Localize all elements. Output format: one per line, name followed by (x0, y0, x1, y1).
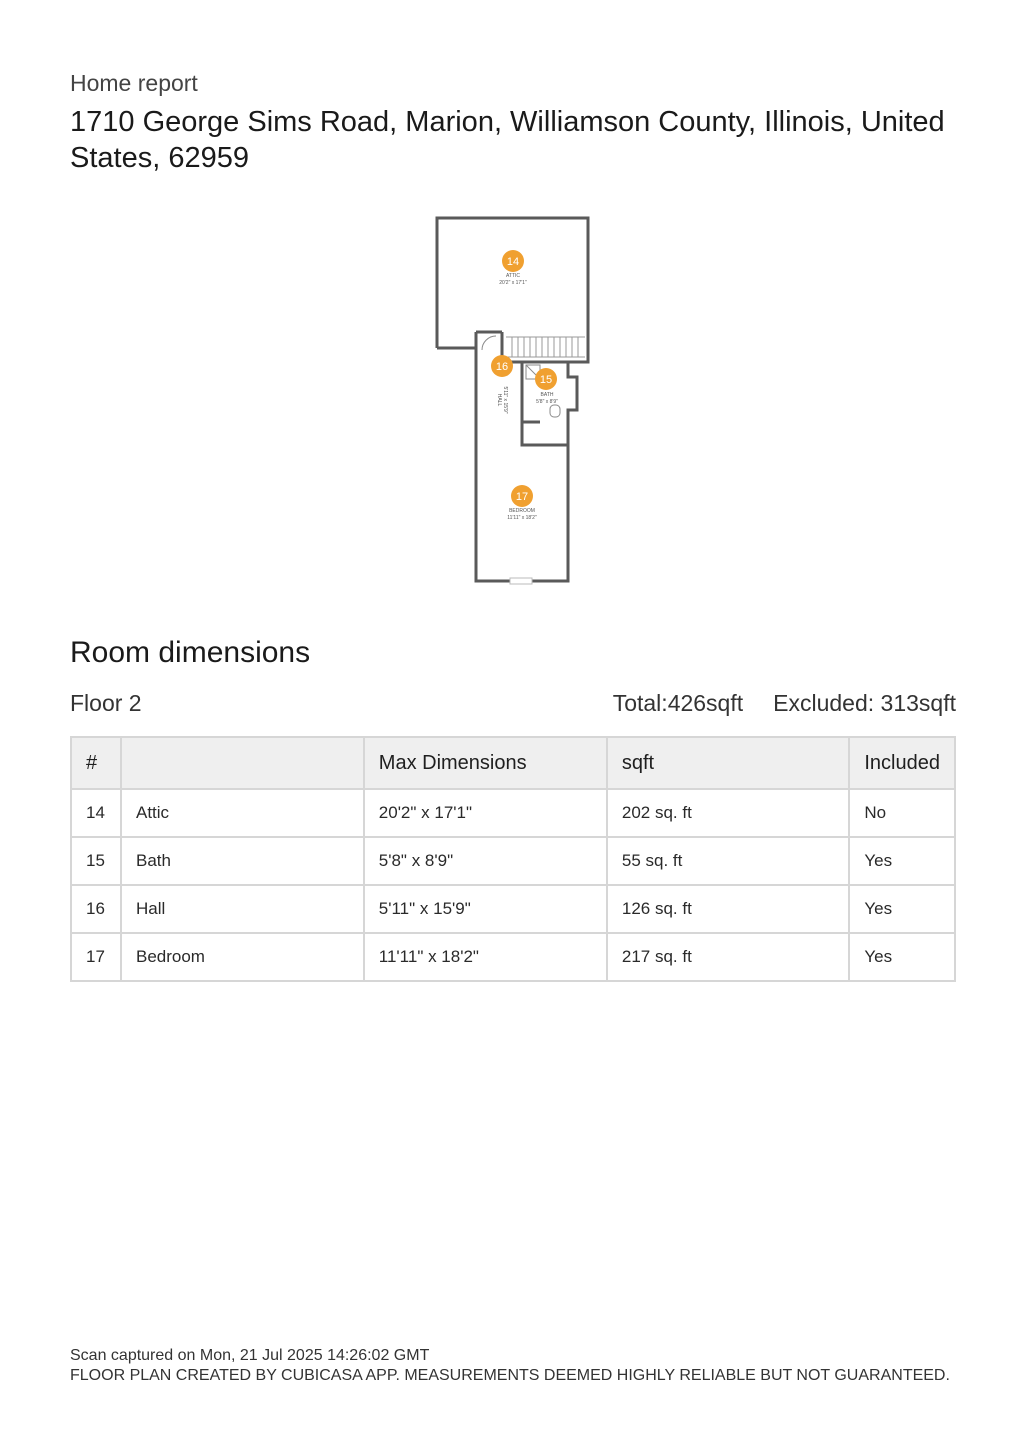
room-dimensions-table (70, 736, 956, 982)
cell-number: 16 (71, 885, 121, 933)
cell-room-name: Bath (121, 837, 364, 885)
cell-number: 15 (71, 837, 121, 885)
cell-included: Yes (849, 933, 955, 981)
room-15-number: 15 (539, 374, 553, 386)
column-header-max-dimensions: Max Dimensions (364, 737, 607, 789)
excluded-label: Excluded: (773, 690, 875, 716)
cell-sqft: 126 sq. ft (607, 885, 850, 933)
footer (70, 1346, 970, 1386)
cell-sqft: 217 sq. ft (607, 933, 850, 981)
cell-number: 17 (71, 933, 121, 981)
table-row (71, 933, 955, 981)
cell-dimensions: 11'11" x 18'2" (364, 933, 607, 981)
room-16-size: 5'11" x 15'9" (502, 386, 508, 414)
cell-room-name: Bedroom (121, 933, 364, 981)
room-15-marker (535, 368, 558, 405)
room-16-marker (491, 355, 513, 414)
room-17-size: 11'11" x 18'2" (507, 515, 537, 521)
room-16-name: HALL (496, 393, 502, 407)
total-value: 426sqft (667, 690, 744, 716)
room-16-number: 16 (495, 361, 509, 373)
column-header-room (121, 737, 364, 789)
disclaimer: FLOOR PLAN CREATED BY CUBICASA APP. MEASUREMENTS DEEMED HIGHLY RELIABLE BUT NOT GUARANTEED. (70, 1367, 950, 1384)
report-label: Home report (70, 70, 198, 96)
area-totals (613, 690, 956, 717)
table-row (71, 837, 955, 885)
room-15-size: 5'8" x 8'9" (536, 399, 558, 405)
stairs (506, 337, 585, 357)
floor-label: Floor 2 (70, 690, 142, 716)
floor-summary (70, 690, 956, 720)
room-14-marker (499, 250, 527, 286)
table-row (71, 885, 955, 933)
cell-sqft: 202 sq. ft (607, 789, 850, 837)
total-label: Total: (612, 690, 668, 716)
cell-included: No (849, 789, 955, 837)
scan-timestamp: Scan captured on Mon, 21 Jul 2025 14:26:02 GMT (70, 1347, 430, 1364)
cell-included: Yes (849, 885, 955, 933)
cell-dimensions: 20'2" x 17'1" (364, 789, 607, 837)
column-header-number: # (71, 737, 121, 789)
table-row (71, 789, 955, 837)
room-17-name: BEDROOM (509, 508, 535, 514)
room-14-name: ATTIC (505, 273, 521, 279)
column-header-included: Included (849, 737, 955, 789)
room-14-number: 14 (506, 256, 520, 268)
room-14-size: 20'2" x 17'1" (499, 280, 527, 286)
cell-dimensions: 5'8" x 8'9" (364, 837, 607, 885)
floor-plan (420, 205, 620, 595)
cell-included: Yes (849, 837, 955, 885)
cell-room-name: Hall (121, 885, 364, 933)
column-header-sqft: sqft (607, 737, 850, 789)
excluded-value: 313sqft (880, 690, 956, 716)
cell-room-name: Attic (121, 789, 364, 837)
cell-dimensions: 5'11" x 15'9" (364, 885, 607, 933)
cell-number: 14 (71, 789, 121, 837)
room-15-name: BATH (540, 392, 554, 398)
room-17-number: 17 (515, 491, 529, 503)
table-header-row (71, 737, 955, 789)
section-title: Room dimensions (70, 636, 311, 669)
room-17-marker (507, 485, 537, 521)
cell-sqft: 55 sq. ft (607, 837, 850, 885)
property-address: 1710 George Sims Road, Marion, Williamson County, Illinois, United States, 62959 (70, 106, 945, 174)
